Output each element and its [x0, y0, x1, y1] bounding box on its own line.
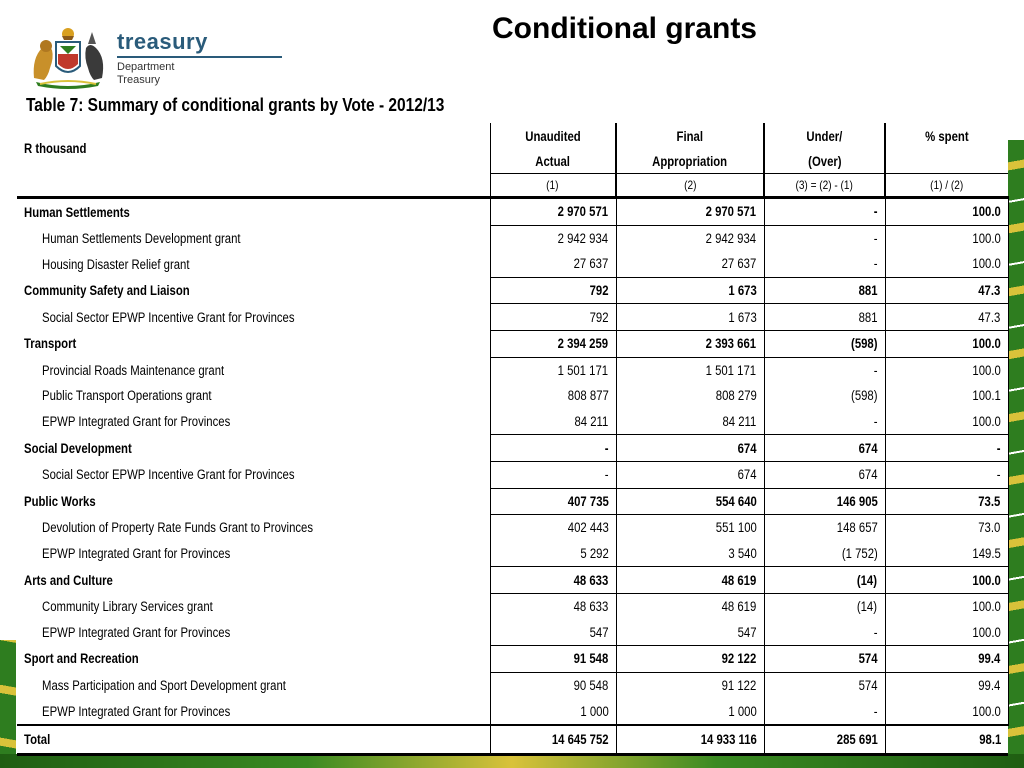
- total-label: Total: [24, 731, 51, 747]
- brand-rule: [117, 56, 282, 58]
- row-label: Housing Disaster Relief grant: [42, 256, 190, 272]
- cell-under-over: -: [873, 362, 878, 378]
- cell-under-over: 148 657: [836, 520, 878, 536]
- table-row-group: [17, 488, 1008, 515]
- cell-under-over: (1 752): [841, 546, 878, 562]
- cell-under-over: -: [873, 414, 878, 430]
- cell-under-over: -: [873, 703, 878, 719]
- cell-under-over: 674: [858, 440, 878, 456]
- col3-header-line1: Under/: [764, 123, 885, 149]
- cell-under-over: 574: [858, 651, 878, 667]
- col1-formula: (1): [490, 174, 616, 198]
- cell-actual: 48 633: [573, 572, 609, 588]
- col1-header-line1: Unaudited: [490, 123, 616, 149]
- cell-under-over: -: [873, 230, 878, 246]
- cell-appropriation: 92 122: [721, 651, 757, 667]
- table-row: [17, 672, 1008, 698]
- cell-appropriation: 1 000: [728, 703, 757, 719]
- table-row: [17, 541, 1008, 567]
- cell-percent-spent: 100.0: [972, 414, 1001, 430]
- col2-formula: (2): [616, 174, 764, 198]
- row-label: EPWP Integrated Grant for Provinces: [42, 546, 231, 562]
- cell-percent-spent: 100.0: [972, 624, 1001, 640]
- cell-under-over: -: [873, 624, 878, 640]
- cell-under-over: (14): [857, 599, 878, 615]
- cell-under-over: 881: [858, 309, 878, 325]
- table-row: [17, 304, 1008, 331]
- decorative-stripe-left: [0, 640, 16, 768]
- cell-actual: 1 501 171: [558, 362, 609, 378]
- cell-actual: 2 942 934: [558, 230, 609, 246]
- cell-appropriation: 674: [737, 467, 757, 483]
- row-label: Social Development: [24, 440, 132, 456]
- cell-actual: 808 877: [567, 388, 609, 404]
- cell-appropriation: 674: [737, 440, 757, 456]
- cell-appropriation: 48 619: [721, 599, 757, 615]
- cell-under-over: 674: [858, 467, 878, 483]
- col4-header-line1: % spent: [885, 123, 1008, 149]
- unit-label: R thousand: [24, 140, 87, 156]
- cell-actual: 91 548: [573, 651, 609, 667]
- cell-appropriation: 1 501 171: [706, 362, 757, 378]
- cell-appropriation: 2 942 934: [706, 230, 757, 246]
- table-title: Table 7: Summary of conditional grants by Vote - 2012/13: [26, 95, 445, 115]
- table-row: [17, 225, 1008, 251]
- total-under-over: 285 691: [836, 731, 878, 747]
- table-row-group: [17, 330, 1008, 357]
- table-row: [17, 620, 1008, 646]
- row-label: Community Safety and Liaison: [24, 283, 190, 299]
- row-label: Social Sector EPWP Incentive Grant for Provinces: [42, 309, 295, 325]
- cell-percent-spent: 99.4: [978, 651, 1001, 667]
- cell-percent-spent: 100.0: [972, 362, 1001, 378]
- cell-appropriation: 27 637: [721, 256, 757, 272]
- cell-percent-spent: 100.0: [972, 256, 1001, 272]
- decorative-stripe-bottom: [0, 754, 1024, 768]
- formula-row-spacer: [17, 174, 490, 198]
- total-percent-spent: 98.1: [978, 731, 1001, 747]
- cell-appropriation: 84 211: [722, 414, 757, 430]
- cell-actual: 402 443: [567, 520, 609, 536]
- cell-actual: 2 970 571: [558, 204, 609, 220]
- row-label: EPWP Integrated Grant for Provinces: [42, 414, 231, 430]
- page-title: Conditional grants: [492, 12, 757, 45]
- col3-formula: (3) = (2) - (1): [764, 174, 885, 198]
- table-row: [17, 593, 1008, 619]
- cell-appropriation: 91 122: [721, 677, 757, 693]
- cell-percent-spent: -: [996, 440, 1001, 456]
- col4-formula: (1) / (2): [885, 174, 1008, 198]
- cell-actual: 84 211: [574, 414, 609, 430]
- table-row: [17, 461, 1008, 488]
- cell-appropriation: 2 970 571: [706, 204, 757, 220]
- col2-header-line1: Final: [616, 123, 764, 149]
- cell-under-over: (14): [857, 572, 878, 588]
- table-row-group: [17, 277, 1008, 304]
- table-row: [17, 251, 1008, 277]
- table-row-group: [17, 646, 1008, 673]
- row-label: Transport: [24, 336, 77, 352]
- cell-appropriation: 554 640: [715, 493, 757, 509]
- decorative-stripe-right: [1008, 140, 1024, 768]
- cell-percent-spent: 100.0: [972, 230, 1001, 246]
- row-label: Human Settlements Development grant: [42, 230, 241, 246]
- cell-appropriation: 1 673: [728, 283, 757, 299]
- col4-header-line2: [885, 149, 1008, 174]
- cell-appropriation: 808 279: [715, 388, 757, 404]
- unit-label-cell: [17, 123, 490, 174]
- cell-under-over: (598): [851, 336, 878, 352]
- treasury-brand: [117, 30, 282, 87]
- cell-actual: 407 735: [567, 493, 609, 509]
- cell-percent-spent: 100.0: [972, 599, 1001, 615]
- col1-header-line2: Actual: [490, 149, 616, 174]
- cell-percent-spent: 100.0: [972, 204, 1001, 220]
- cell-percent-spent: 100.0: [972, 336, 1001, 352]
- cell-under-over: (598): [851, 388, 878, 404]
- cell-percent-spent: 47.3: [978, 309, 1001, 325]
- table-row: [17, 698, 1008, 725]
- cell-percent-spent: 100.1: [972, 388, 1001, 404]
- cell-actual: 2 394 259: [558, 336, 609, 352]
- coat-of-arms-logo: [26, 24, 110, 90]
- row-label: Sport and Recreation: [24, 651, 139, 667]
- cell-actual: -: [604, 467, 609, 483]
- row-label: Arts and Culture: [24, 572, 113, 588]
- table-row-group: [17, 567, 1008, 594]
- brand-department: Department: [117, 61, 175, 73]
- cell-under-over: 881: [858, 283, 878, 299]
- row-label: Devolution of Property Rate Funds Grant to Provinces: [42, 520, 314, 536]
- row-label: Community Library Services grant: [42, 598, 213, 614]
- cell-actual: 27 637: [573, 256, 609, 272]
- cell-actual: 48 633: [573, 599, 609, 615]
- row-label: EPWP Integrated Grant for Provinces: [42, 703, 231, 719]
- cell-under-over: -: [873, 204, 878, 220]
- cell-actual: 792: [589, 283, 609, 299]
- cell-appropriation: 551 100: [715, 520, 757, 536]
- col2-header-line2: Appropriation: [616, 149, 764, 174]
- row-label: EPWP Integrated Grant for Provinces: [42, 625, 231, 641]
- cell-percent-spent: 100.0: [972, 572, 1001, 588]
- brand-treasury: Treasury: [117, 74, 160, 86]
- cell-appropriation: 547: [737, 624, 757, 640]
- cell-percent-spent: 149.5: [972, 546, 1001, 562]
- cell-actual: 792: [589, 309, 609, 325]
- table-row: [17, 357, 1008, 383]
- cell-under-over: 146 905: [836, 493, 878, 509]
- cell-percent-spent: 47.3: [978, 283, 1001, 299]
- cell-under-over: 574: [858, 677, 878, 693]
- cell-appropriation: 2 393 661: [706, 336, 757, 352]
- cell-under-over: -: [873, 256, 878, 272]
- cell-percent-spent: -: [996, 467, 1001, 483]
- conditional-grants-table: [17, 123, 1009, 756]
- cell-appropriation: 48 619: [721, 572, 757, 588]
- row-label: Social Sector EPWP Incentive Grant for Provinces: [42, 467, 295, 483]
- table-row: [17, 409, 1008, 435]
- cell-percent-spent: 100.0: [972, 703, 1001, 719]
- table-row-group: [17, 435, 1008, 462]
- total-actual: 14 645 752: [551, 731, 609, 747]
- cell-actual: 1 000: [580, 703, 609, 719]
- cell-percent-spent: 73.0: [978, 520, 1001, 536]
- cell-appropriation: 1 673: [728, 309, 757, 325]
- cell-appropriation: 3 540: [728, 546, 757, 562]
- table-row-group: [17, 198, 1008, 226]
- brand-name: treasury: [117, 29, 208, 54]
- row-label: Human Settlements: [24, 204, 130, 220]
- cell-actual: 90 548: [573, 677, 609, 693]
- row-label: Mass Participation and Sport Development grant: [42, 677, 286, 693]
- col3-header-line2: (Over): [764, 149, 885, 174]
- cell-actual: -: [604, 440, 609, 456]
- table-row-total: [17, 725, 1008, 755]
- cell-percent-spent: 99.4: [978, 677, 1001, 693]
- row-label: Provincial Roads Maintenance grant: [42, 362, 225, 378]
- cell-percent-spent: 73.5: [978, 493, 1001, 509]
- row-label: Public Works: [24, 493, 96, 509]
- table-row: [17, 383, 1008, 409]
- total-appropriation: 14 933 116: [700, 731, 757, 747]
- cell-actual: 547: [589, 624, 609, 640]
- row-label: Public Transport Operations grant: [42, 388, 212, 404]
- cell-actual: 5 292: [580, 546, 609, 562]
- table-row: [17, 515, 1008, 541]
